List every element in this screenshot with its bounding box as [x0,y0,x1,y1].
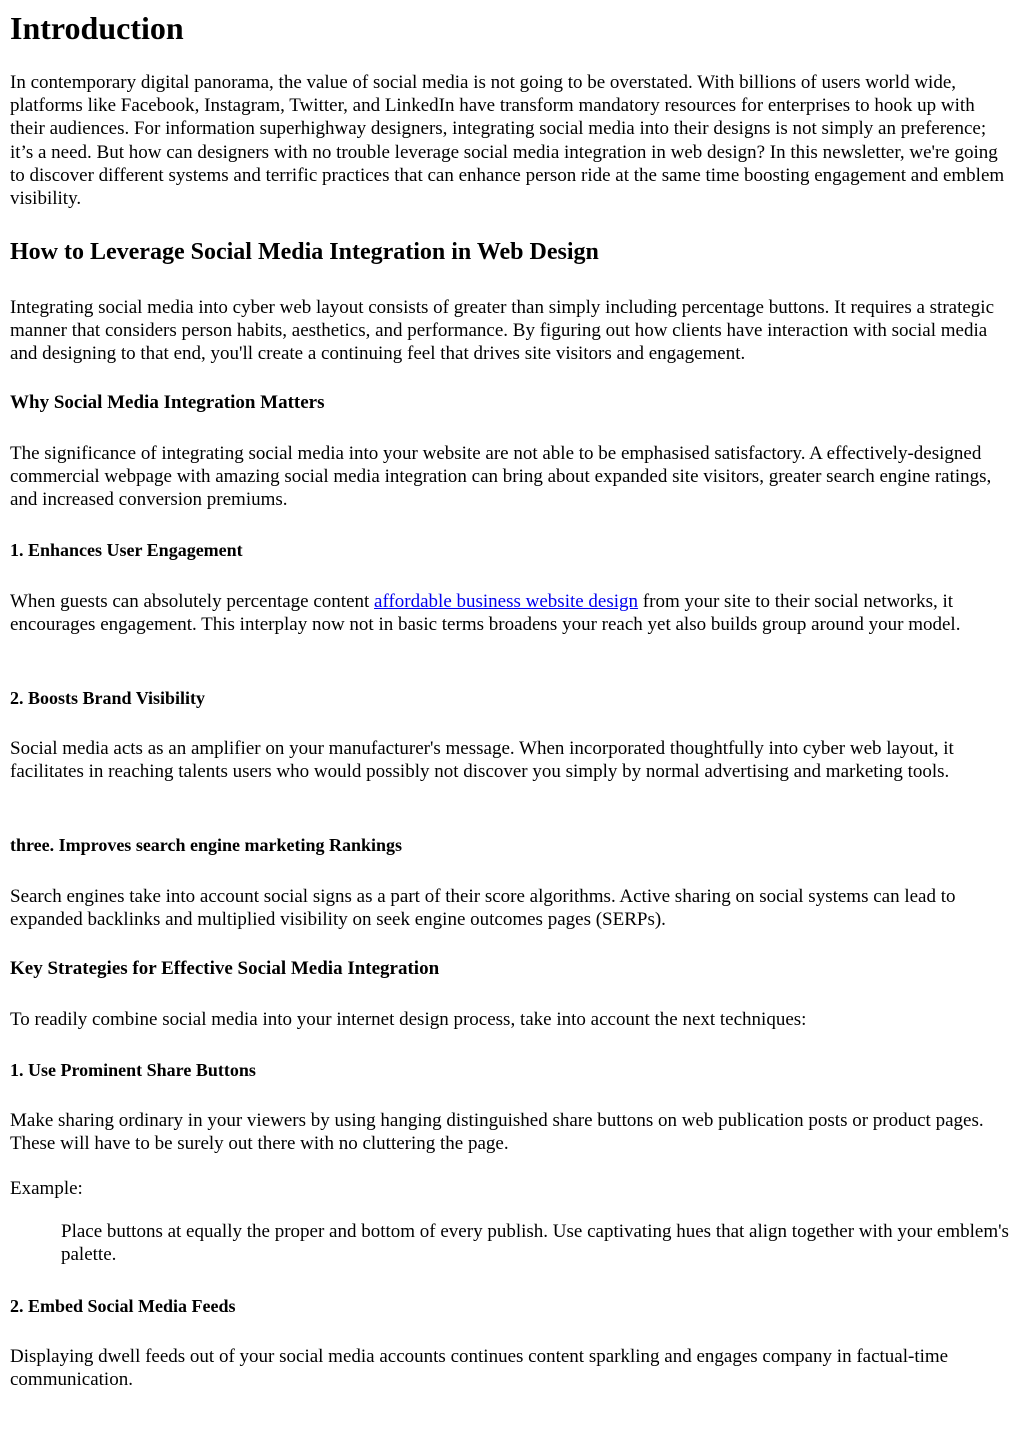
paragraph-enhances-engagement [10,590,1014,636]
example-quote: Place buttons at equally the proper and bottom of every publish. Use captivating hues that align together with your emblem's palette. [61,1221,1009,1266]
paragraph-key-strategies: To readily combine social media into your internet design process, take into account the next techniques: [10,1009,807,1030]
paragraph-introduction: In contemporary digital panorama, the value of social media is not going to be overstated. With billions of users world wide, platforms like Facebook, Instagram, Twitter, and LinkedIn have transform mandatory resources for enterprises to hook up with their audiences. For information superhighway designers, integrating social media into their designs is not simply an preference; it’s a need. But how can designers with no trouble leverage social media integration in web design? In this newsletter, we're going to discover different systems and terrific practices that can enhance person ride at the same time boosting engagement and emblem visibility. [10,72,1005,210]
heading-why-matters: Why Social Media Integration Matters [10,392,325,413]
heading-brand-visibility: 2. Boosts Brand Visibility [10,688,206,708]
engagement-text-before: When guests can absolutely percentage content [10,591,375,612]
paragraph-seo-rankings: Search engines take into account social signs as a part of their score algorithms. Active sharing on social systems can lead to expanded backlinks and multiplied visibility on seek engine outcomes pages (SERPs). [10,886,956,931]
example-label: Example: [10,1178,83,1199]
heading-seo-rankings: three. Improves search engine marketing Rankings [10,835,403,855]
paragraph-share-buttons: Make sharing ordinary in your viewers by using hanging distinguished share buttons on web publication posts or product pages. These will have to be surely out there with no cluttering the page. [10,1110,984,1155]
heading-embed-feeds: 2. Embed Social Media Feeds [10,1296,236,1316]
engagement-text-after: from your site to their social networks, it encourages engagement. This interplay now not in basic terms broadens your reach yet also builds group around your model. [10,591,961,636]
paragraph-brand-visibility: Social media acts as an amplifier on your manufacturer's message. When incorporated thoughtfully into cyber web layout, it facilitates in reaching talents users who would possibly not discover you simply by normal advertising and marketing tools. [10,738,954,783]
paragraph-embed-feeds: Displaying dwell feeds out of your social media accounts continues content sparkling and engages company in factual-time communication. [10,1346,949,1391]
heading-leverage: How to Leverage Social Media Integration in Web Design [10,239,599,265]
heading-share-buttons: 1. Use Prominent Share Buttons [10,1060,256,1080]
heading-introduction: Introduction [10,10,184,46]
affordable-design-link[interactable]: affordable business website design [374,591,639,612]
paragraph-leverage: Integrating social media into cyber web layout consists of greater than simply including percentage buttons. It requires a strategic manner that considers person habits, aesthetics, and performance. By figuring out how clients have interaction with social media and designing to that end, you'll create a continuing feel that drives site visitors and engagement. [10,297,995,365]
heading-enhances-engagement: 1. Enhances User Engagement [10,540,243,560]
heading-key-strategies: Key Strategies for Effective Social Media Integration [10,958,440,979]
paragraph-why-matters: The significance of integrating social media into your website are not able to be emphasised satisfactory. A effectively-designed commercial webpage with amazing social media integration can bring about expanded site visitors, greater search engine ratings, and increased conversion premiums. [10,443,992,511]
